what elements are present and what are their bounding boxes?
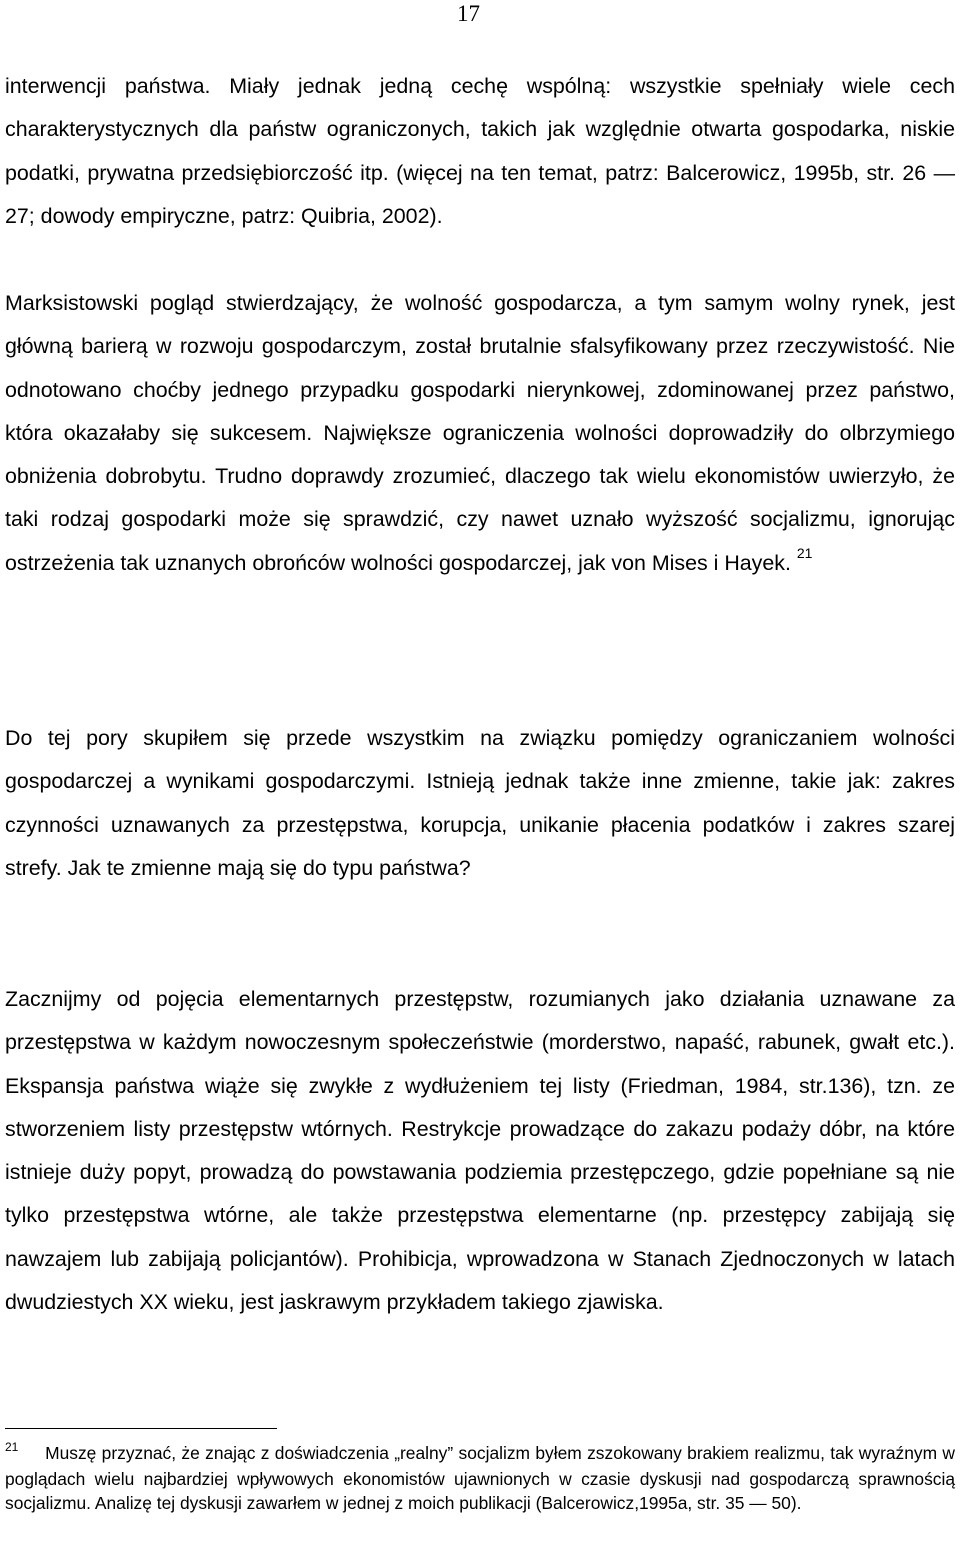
footnote <box>5 1441 955 1516</box>
footnote-divider <box>5 1428 277 1429</box>
paragraph <box>5 282 955 587</box>
footnote-number: 21 <box>5 1440 19 1454</box>
paragraph <box>5 65 955 238</box>
paragraph <box>5 978 955 1324</box>
footnote-text: Muszę przyznać, że znając z doświadczenia „realny” socjalizm byłem zszokowany brakiem realizmu, tak wyraźnym w poglądach wielu najbardziej wpływowych ekonomistów ujawnionych w czasie dyskusji nad gospodarczą sprawnością socjalizmu. Analizę tej dyskusji zawarłem w jednej z moich publikacji (Balcerowicz,1995a, str. 35 — 50). <box>5 1443 955 1514</box>
paragraph <box>5 717 955 890</box>
paragraph-text: Zacznijmy od pojęcia elementarnych przestępstw, rozumianych jako działania uznawane za przestępstwa w każdym nowoczesnym społeczeństwie (morderstwo, napaść, rabunek, gwałt etc.). Ekspansja państwa wiąże się zwykłe z wydłużeniem tej listy (Friedman, 1984, str.136), tzn. ze stworzeniem listy przestępstw wtórnych. Restrykcje prowadzące do zakazu podaży dóbr, na które istnieje duży popyt, prowadzą do powstawania podziemia przestępczego, gdzie popełniane są nie tylko przestępstwa wtórne, ale także przestępstwa elementarne (np. przestępcy zabijają się nawzajem lub zabijają policjantów). Prohibicja, wprowadzona w Stanach Zjednoczonych w latach dwudziestych XX wieku, jest jaskrawym przykładem takiego zjawiska. <box>5 987 955 1315</box>
footnote-reference[interactable]: 21 <box>796 544 813 561</box>
page-number: 17 <box>457 1 480 26</box>
paragraph-text: Marksistowski pogląd stwierdzający, że wolność gospodarcza, a tym samym wolny rynek, jest główną barierą w rozwoju gospodarczym, został brutalnie sfalsyfikowany przez rzeczywistość. Nie odnotowano choćby jednego przypadku gospodarki nierynkowej, zdominowanej przez państwo, która okazałaby się sukcesem. Największe ograniczenia wolności doprowadziły do olbrzymiego obniżenia dobrobytu. Trudno doprawdy zrozumieć, dlaczego tak wielu ekonomistów uwierzyło, że taki rodzaj gospodarki może się sprawdzić, czy nawet uznało wyższość socjalizmu, ignorując ostrzeżenia tak uznanych obrońców wolności gospodarczej, jak von Mises i Hayek. <box>5 291 955 575</box>
paragraph-text: interwencji państwa. Miały jednak jedną cechę wspólną: wszystkie spełniały wiele cech charakterystycznych dla państw ograniczonych, takich jak względnie otwarta gospodarka, niskie podatki, prywatna przedsiębiorczość itp. (więcej na ten temat, patrz: Balcerowicz, 1995b, str. 26 — 27; dowody empiryczne, patrz: Quibria, 2002). <box>5 74 955 228</box>
paragraph-text: Do tej pory skupiłem się przede wszystkim na związku pomiędzy ograniczaniem wolności gospodarczej a wynikami gospodarczymi. Istnieją jednak także inne zmienne, takie jak: zakres czynności uznawanych za przestępstwa, korupcja, unikanie płacenia podatków i zakres szarej strefy. Jak te zmienne mają się do typu państwa? <box>5 726 955 880</box>
